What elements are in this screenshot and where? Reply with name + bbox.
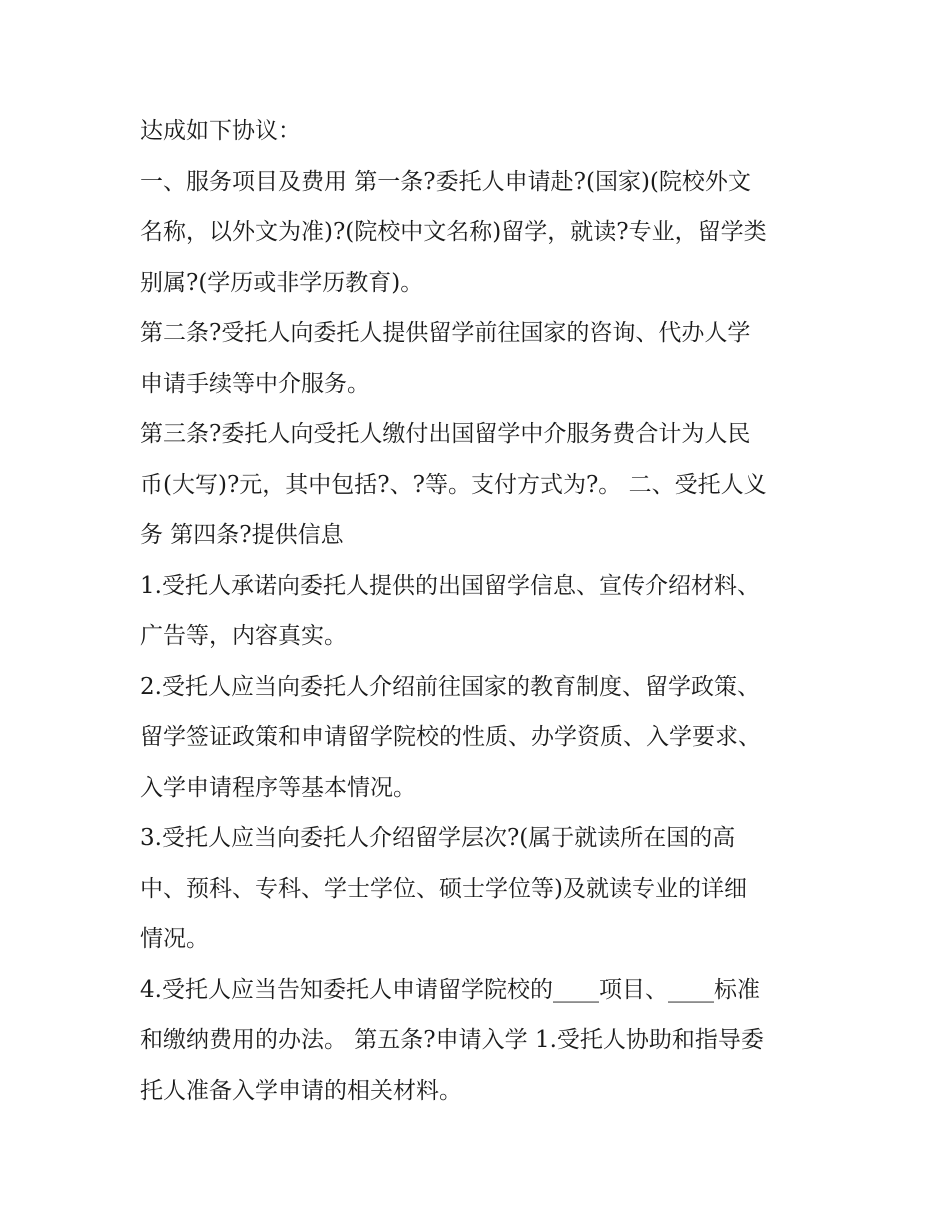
text-line: 2.受托人应当向委托人介绍前往国家的教育制度、留学政策、: [140, 673, 760, 700]
text-line: 1.受托人承诺向委托人提供的出国留学信息、宣传介绍材料、: [140, 572, 760, 599]
text-line: 一、服务项目及费用 第一条?委托人申请赴?(国家)(院校外文: [140, 168, 751, 195]
text-line: 托人准备入学申请的相关材料。: [140, 1077, 462, 1104]
text-line: 和缴纳费用的办法。 第五条?申请入学 1.受托人协助和指导委: [140, 1027, 764, 1053]
text-line: 3.受托人应当向委托人介绍留学层次?(属于就读所在国的高: [140, 825, 736, 851]
text-line: 情况。: [140, 926, 209, 952]
text-line: 留学签证政策和申请留学院校的性质、办学资质、入学要求、: [140, 724, 761, 750]
text-line: 务 第四条?提供信息: [140, 522, 344, 548]
text-line: 4.受托人应当告知委托人申请留学院校的____项目、____标准: [140, 976, 760, 1003]
text-line: 广告等，内容真实。: [140, 623, 347, 649]
text-line: 名称，以外文为准)?(院校中文名称)留学，就读?专业，留学类: [140, 219, 767, 245]
text-line: 入学申请程序等基本情况。: [140, 774, 416, 801]
text-line: 币(大写)?元，其中包括?、?等。支付方式为?。 二、受托人义: [140, 471, 767, 498]
text-line: 别属?(学历或非学历教育)。: [140, 269, 424, 296]
text-line: 第二条?受托人向委托人提供留学前往国家的咨询、代办人学: [140, 320, 751, 346]
text-line: 第三条?委托人向受托人缴付出国留学中介服务费合计为人民: [140, 421, 751, 447]
document-body: [140, 106, 820, 1116]
text-line: 申请手续等中介服务。: [140, 370, 370, 397]
text-line: 中、预科、专科、学士学位、硕士学位等)及就读专业的详细: [140, 875, 747, 902]
text-line: 达成如下协议：: [140, 118, 301, 144]
